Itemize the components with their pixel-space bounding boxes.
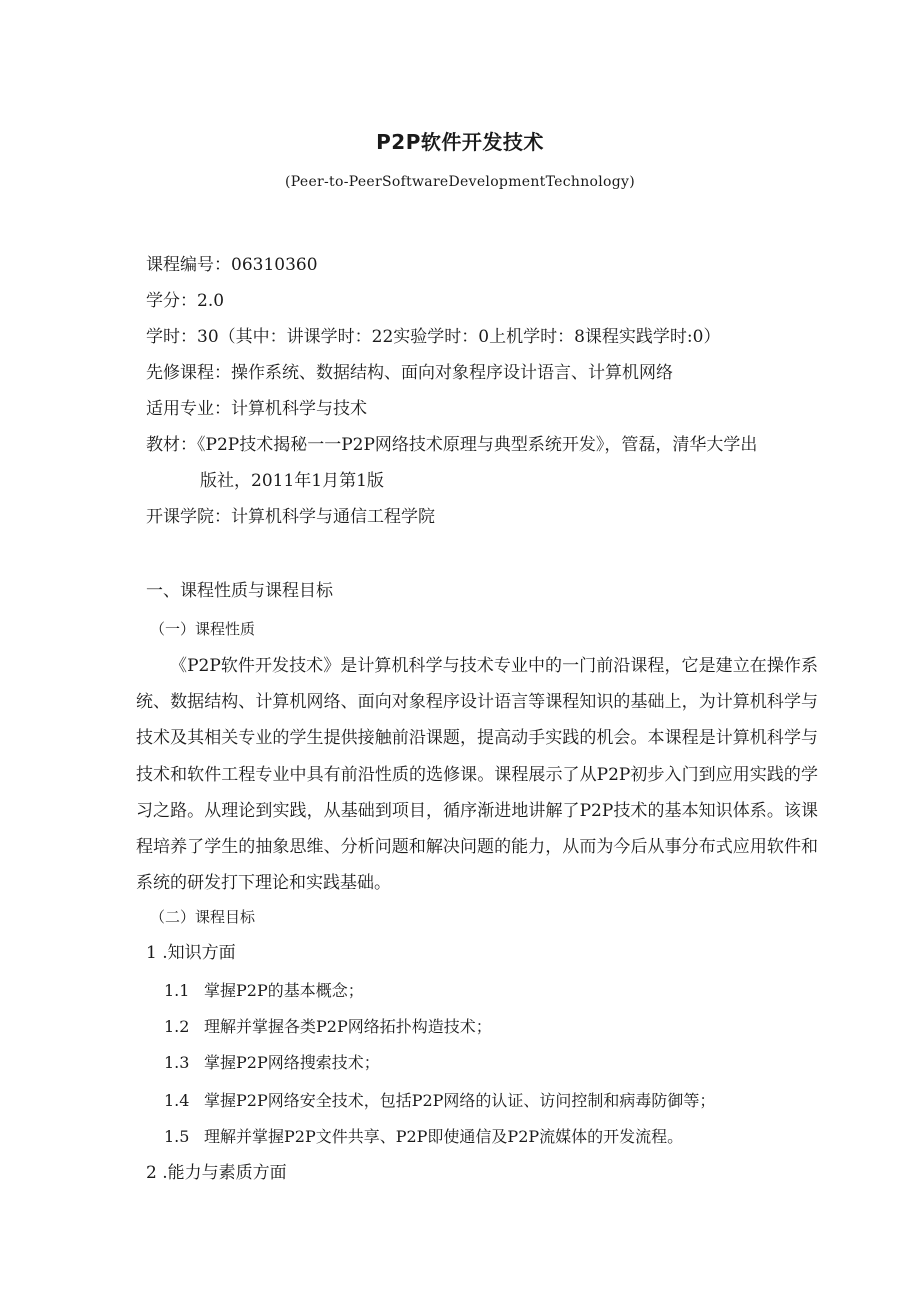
knowledge-item-number: 1.3	[164, 1053, 190, 1072]
knowledge-item-number: 1.5	[164, 1127, 190, 1146]
knowledge-item	[164, 1052, 380, 1074]
knowledge-item	[164, 980, 364, 1002]
course-college: 开课学院：计算机科学与通信工程学院	[146, 507, 435, 527]
section1-heading: 一、课程性质与课程目标	[146, 581, 333, 601]
section1-sub2-heading: （二）课程目标	[150, 908, 256, 926]
course-title: P2P软件开发技术	[376, 130, 544, 154]
knowledge-item-text: 掌握P2P的基本概念；	[204, 981, 364, 1000]
knowledge-item-text: 掌握P2P网络安全技术，包括P2P网络的认证、访问控制和病毒防御等；	[204, 1091, 716, 1110]
course-prerequisites: 先修课程：操作系统、数据结构、面向对象程序设计语言、计算机网络	[146, 363, 673, 383]
knowledge-item-text: 掌握P2P网络搜索技术；	[204, 1053, 380, 1072]
knowledge-item	[164, 1126, 683, 1148]
knowledge-item	[164, 1016, 492, 1038]
knowledge-item-number: 1.1	[164, 981, 190, 1000]
course-hours: 学时：30（其中：讲课学时：22实验学时：0上机学时：8课程实践学时:0）	[146, 327, 721, 347]
course-code: 课程编号：06310360	[146, 255, 318, 275]
ability-heading: 2 .能力与素质方面	[146, 1163, 287, 1183]
knowledge-heading: 1 .知识方面	[146, 943, 236, 963]
course-textbook-line2: 版社，2011年1月第1版	[200, 471, 384, 491]
knowledge-item-text: 理解并掌握各类P2P网络拓扑构造技术；	[204, 1017, 492, 1036]
knowledge-item-text: 理解并掌握P2P文件共享、P2P即使通信及P2P流媒体的开发流程。	[204, 1127, 684, 1146]
course-textbook-line1: 教材：《P2P技术揭秘一一P2P网络技术原理与典型系统开发》，管磊，清华大学出	[146, 435, 758, 455]
course-nature-paragraph: 《P2P软件开发技术》是计算机科学与技术专业中的一门前沿课程，它是建立在操作系统、数据结构、计算机网络、面向对象程序设计语言等课程知识的基础上，为计算机科学与技术及其相关专业的学生提供接触前沿课题，提高动手实践的机会。本课程是计算机科学与技术和软件工程专业中具有前沿性质的选修课。课程展示了从P2P初步入门到应用实践的学习之路。从理论到实践，从基础到项目，循序渐进地讲解了P2P技术的基本知识体系。该课程培养了学生的抽象思维、分析问题和解决问题的能力，从而为今后从事分布式应用软件和系统的研发打下理论和实践基础。	[136, 656, 818, 894]
course-credit: 学分：2.0	[146, 291, 225, 311]
course-subtitle: (Peer-to-PeerSoftwareDevelopmentTechnology)	[285, 174, 635, 190]
section1-sub1-heading: （一）课程性质	[150, 620, 256, 638]
knowledge-item-number: 1.4	[164, 1091, 190, 1110]
knowledge-item-number: 1.2	[164, 1017, 190, 1036]
course-major: 适用专业：计算机科学与技术	[146, 399, 367, 419]
knowledge-item	[164, 1090, 715, 1112]
